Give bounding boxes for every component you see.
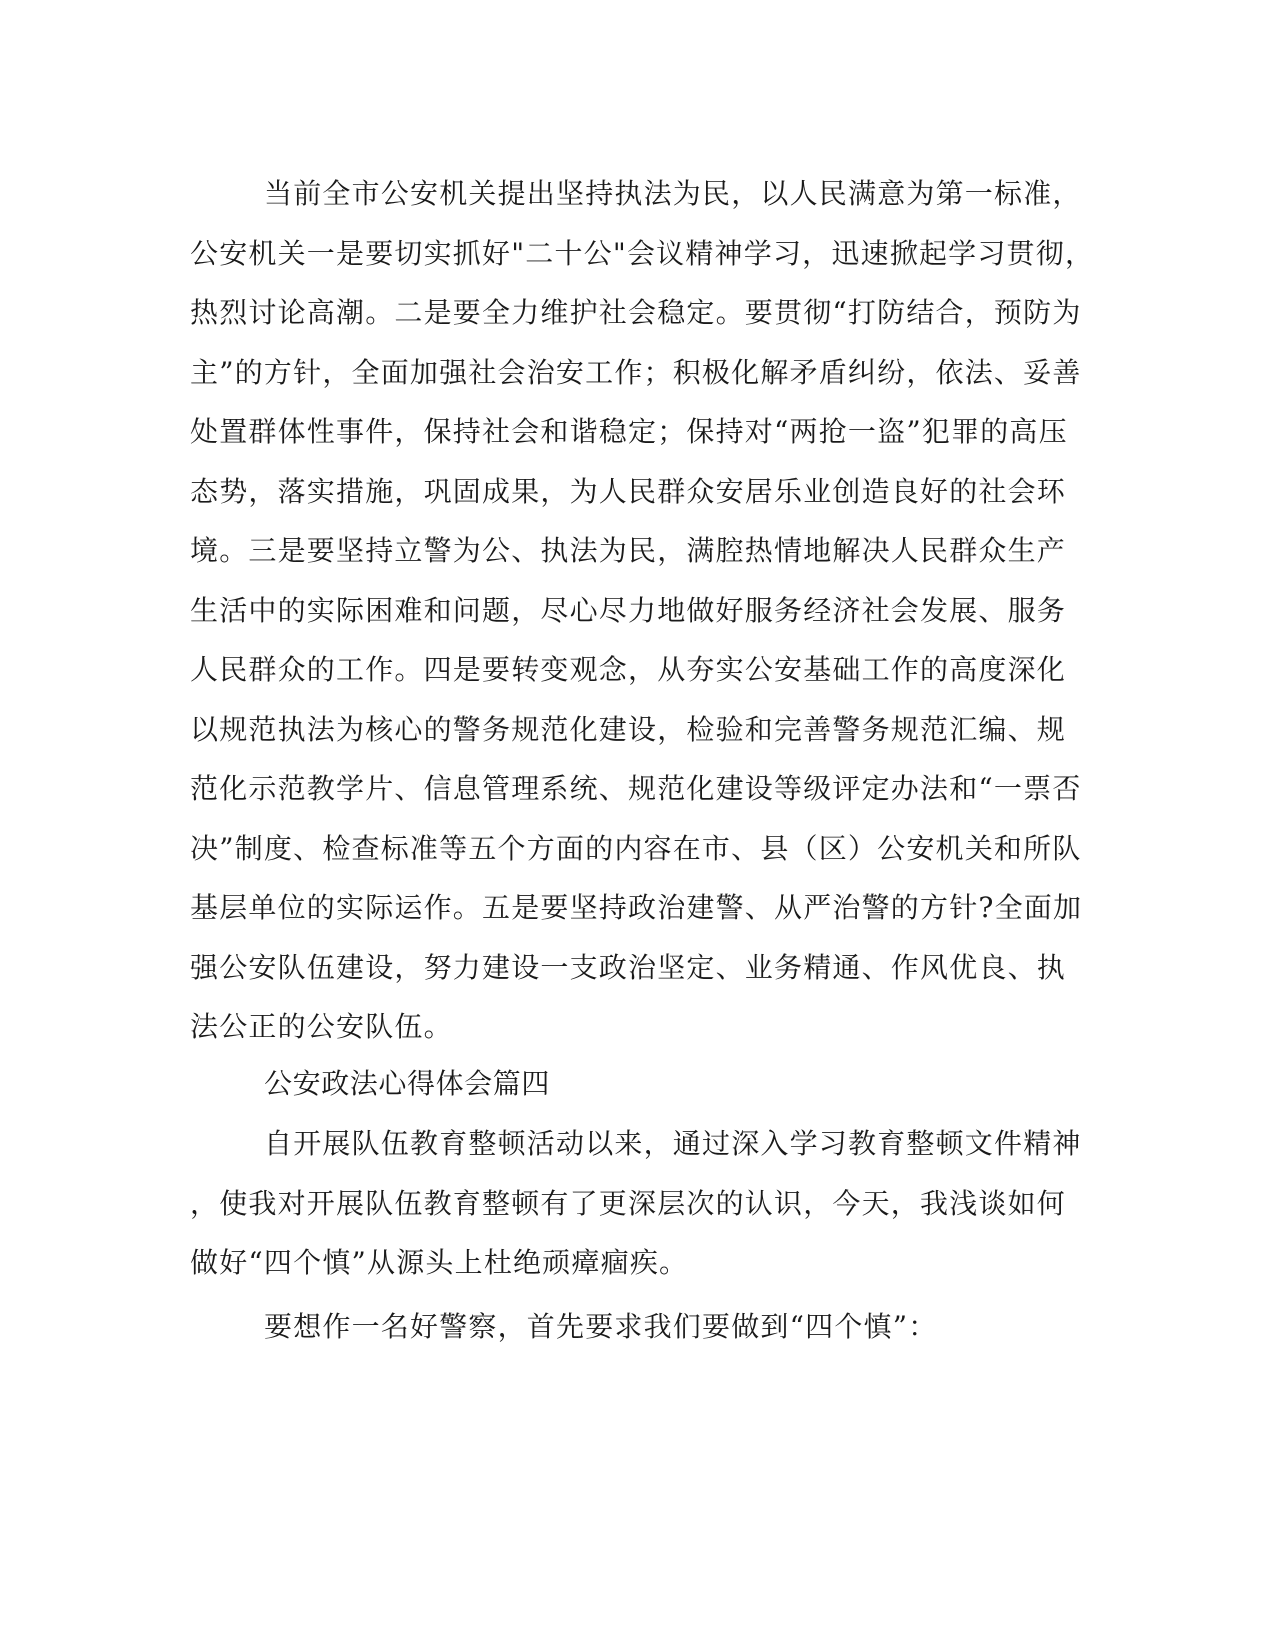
paragraph-line: 要想作一名好警察，首先要求我们要做到“四个慎”： xyxy=(264,1310,938,1343)
paragraph-line: 生活中的实际困难和问题，尽心尽力地做好服务经济社会发展、服务 xyxy=(190,593,1067,627)
paragraph-line: 基层单位的实际运作。五是要坚持政治建警、从严治警的方针?全面加 xyxy=(190,891,1083,924)
paragraph-3 xyxy=(190,1114,1082,1293)
paragraph-line: 热烈讨论高潮。二是要全力维护社会稳定。要贯彻“打防结合，预防为 xyxy=(190,296,1082,329)
paragraph-line: 人民群众的工作。四是要转变观念，从夯实公安基础工作的高度深化 xyxy=(190,653,1067,686)
paragraph-1 xyxy=(190,164,1095,1057)
paragraph-line: 处置群体性事件，保持社会和谐稳定；保持对“两抢一盗”犯罪的高压 xyxy=(190,415,1068,448)
section-heading-text: 公安政法心得体会篇四 xyxy=(264,1067,551,1100)
paragraph-line: 态势，落实措施，巩固成果，为人民群众安居乐业创造良好的社会环 xyxy=(190,474,1067,508)
section-heading xyxy=(190,1054,1070,1114)
paragraph-line: 做好“四个慎”从源头上杜绝顽瘴痼疾。 xyxy=(190,1246,689,1279)
paragraph-line: 决”制度、检查标准等五个方面的内容在市、县（区）公安机关和所队 xyxy=(190,831,1082,865)
paragraph-line: 范化示范教学片、信息管理系统、规范化建设等级评定办法和“一票否 xyxy=(190,772,1082,805)
paragraph-line: 强公安队伍建设，努力建设一支政治坚定、业务精通、作风优良、执 xyxy=(190,950,1067,984)
paragraph-line: 法公正的公安队伍。 xyxy=(190,1010,453,1043)
paragraph-line: 自开展队伍教育整顿活动以来，通过深入学习教育整顿文件精神 xyxy=(264,1127,1082,1160)
paragraph-line: 以规范执法为核心的警务规范化建设，检验和完善警务规范汇编、规 xyxy=(190,712,1067,746)
paragraph-line: 主”的方针，全面加强社会治安工作；积极化解矛盾纠纷，依法、妥善 xyxy=(190,355,1082,389)
paragraph-line: 公安机关一是要切实抓好"二十公"会议精神学习，迅速掀起学习贯彻， xyxy=(190,236,1095,270)
paragraph-line: 境。三是要坚持立警为公、执法为民，满腔热情地解决人民群众生产 xyxy=(190,534,1067,567)
paragraph-4 xyxy=(190,1297,1070,1357)
paragraph-line: 当前全市公安机关提出坚持执法为民，以人民满意为第一标准， xyxy=(264,177,1082,210)
paragraph-line: ，使我对开展队伍教育整顿有了更深层次的认识，今天，我浅谈如何 xyxy=(190,1186,1067,1220)
